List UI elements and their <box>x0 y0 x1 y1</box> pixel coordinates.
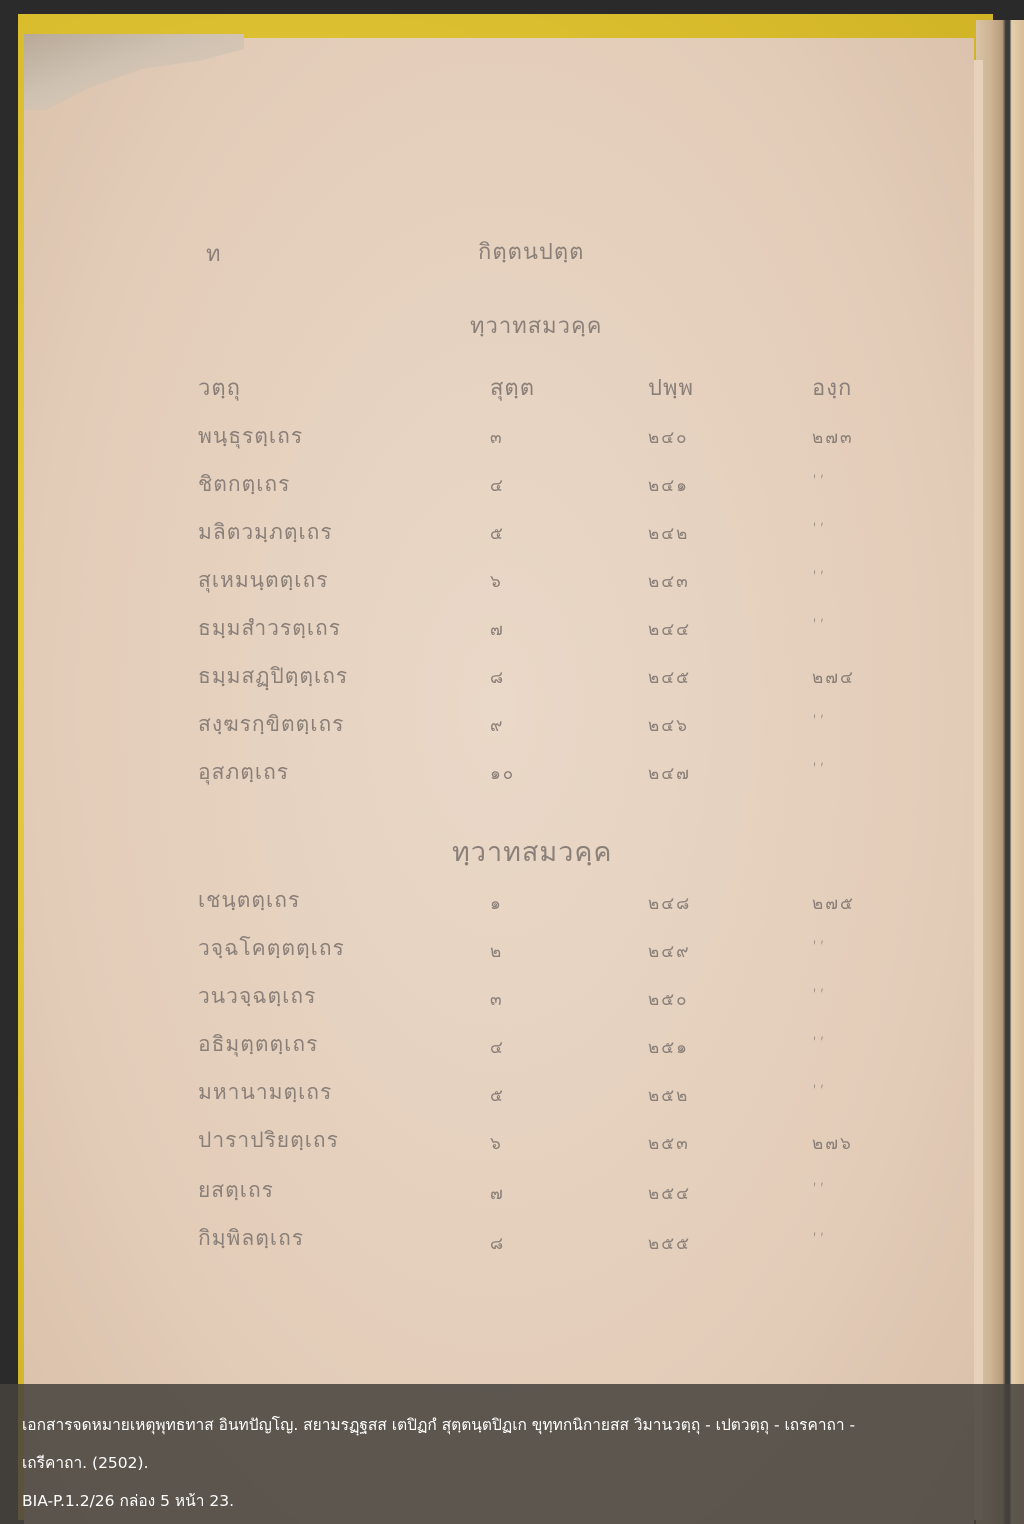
row-sutta: ๑๐ <box>490 764 516 784</box>
row-name: อุสภตฺเถร <box>198 760 290 784</box>
row-name: เชนฺตตฺเถร <box>198 888 301 912</box>
row-name: มหานามตฺเถร <box>198 1080 333 1104</box>
row-anka: ’’ <box>812 1180 827 1200</box>
row-pabba: ๒๕๐ <box>648 990 689 1010</box>
page-edges <box>976 20 1024 1524</box>
row-anka: ’’ <box>812 520 827 540</box>
page-letter: ท <box>206 242 222 267</box>
section-title-1: ทฺวาทสมวคฺค <box>470 314 603 339</box>
row-pabba: ๒๔๕ <box>648 668 691 688</box>
row-sutta: ๓ <box>490 428 504 448</box>
row-anka: ’’ <box>812 760 827 780</box>
row-anka: ’’ <box>812 1034 827 1054</box>
row-sutta: ๗ <box>490 1184 505 1204</box>
row-name: อธิมุตฺตตฺเถร <box>198 1032 319 1056</box>
row-pabba: ๒๔๐ <box>648 428 689 448</box>
caption-reference: BIA-P.1.2/26 กล่อง 5 หน้า 23. <box>22 1492 235 1510</box>
row-name: มลิตวมฺภตฺเถร <box>198 520 333 544</box>
row-pabba: ๒๔๘ <box>648 894 692 914</box>
row-anka: ๒๗๖ <box>812 1134 853 1154</box>
row-name: ธมฺมสำวรตฺเถร <box>198 616 341 640</box>
row-pabba: ๒๕๒ <box>648 1086 690 1106</box>
row-anka: ’’ <box>812 616 827 636</box>
row-name: ปาราปริยตฺเถร <box>198 1128 339 1152</box>
row-anka: ’’ <box>812 712 827 732</box>
row-anka: ๒๗๕ <box>812 894 855 914</box>
row-anka: ’’ <box>812 1082 827 1102</box>
row-anka: ๒๗๓ <box>812 428 854 448</box>
row-name: สงฺฆรกฺขิตตฺเถร <box>198 712 345 736</box>
row-sutta: ๑ <box>490 894 503 914</box>
row-pabba: ๒๔๗ <box>648 764 691 784</box>
row-sutta: ๓ <box>490 990 504 1010</box>
column-header-vatthu: วตฺถุ <box>198 376 241 401</box>
row-sutta: ๕ <box>490 524 505 544</box>
row-name: ชิตกตฺเถร <box>198 472 291 496</box>
row-name: ยสตฺเถร <box>198 1178 274 1202</box>
caption-title-cont: เถรีคาถา. (2502). <box>22 1454 149 1472</box>
row-sutta: ๔ <box>490 1038 505 1058</box>
row-anka: ’’ <box>812 986 827 1006</box>
row-sutta: ๙ <box>490 716 505 736</box>
row-pabba: ๒๕๑ <box>648 1038 689 1058</box>
row-pabba: ๒๔๙ <box>648 942 691 962</box>
row-pabba: ๒๕๓ <box>648 1134 690 1154</box>
caption-title: เอกสารจดหมายเหตุพุทธทาส อินทปัญโญ. สยามรฏฺฐสส เตปิฏกํ สุตฺตนฺตปิฏเก ขุทฺทกนิกายสส วิมานวตฺถุ - เปตวตฺถุ - เถรคาถา - <box>22 1416 856 1434</box>
row-name: พนฺธุรตฺเถร <box>198 424 304 448</box>
row-sutta: ๒ <box>490 942 504 962</box>
column-header-anka: องฺก <box>812 376 853 401</box>
row-anka: ’’ <box>812 938 827 958</box>
row-anka: ๒๗๔ <box>812 668 855 688</box>
row-name: ธมฺมสฏฺปิตฺตฺเถร <box>198 664 349 688</box>
row-pabba: ๒๔๖ <box>648 716 689 736</box>
column-header-pabba: ปพฺพ <box>648 376 694 401</box>
row-sutta: ๕ <box>490 1086 505 1106</box>
page-title: กิตฺตนปตฺต <box>478 240 585 265</box>
section-title-2: ทฺวาทสมวคฺค <box>452 837 613 868</box>
column-header-sutta: สุตฺต <box>490 376 536 401</box>
row-pabba: ๒๔๓ <box>648 572 690 592</box>
row-anka: ’’ <box>812 1230 827 1250</box>
row-anka: ’’ <box>812 472 827 492</box>
row-sutta: ๗ <box>490 620 505 640</box>
row-name: วจฺฉโคตฺตตฺเถร <box>198 936 345 960</box>
row-name: วนวจฺฉตฺเถร <box>198 984 317 1008</box>
row-pabba: ๒๕๕ <box>648 1234 691 1254</box>
row-pabba: ๒๔๔ <box>648 620 691 640</box>
row-pabba: ๒๕๔ <box>648 1184 691 1204</box>
row-anka: ’’ <box>812 568 827 588</box>
row-sutta: ๘ <box>490 668 506 688</box>
row-sutta: ๘ <box>490 1234 506 1254</box>
row-sutta: ๖ <box>490 572 503 592</box>
row-name: สุเหมนฺตตฺเถร <box>198 568 329 592</box>
background-edge <box>0 0 20 1524</box>
row-name: กิมฺพิลตฺเถร <box>198 1226 305 1250</box>
row-sutta: ๖ <box>490 1134 503 1154</box>
row-pabba: ๒๔๑ <box>648 476 689 496</box>
row-pabba: ๒๔๒ <box>648 524 690 544</box>
row-sutta: ๔ <box>490 476 505 496</box>
